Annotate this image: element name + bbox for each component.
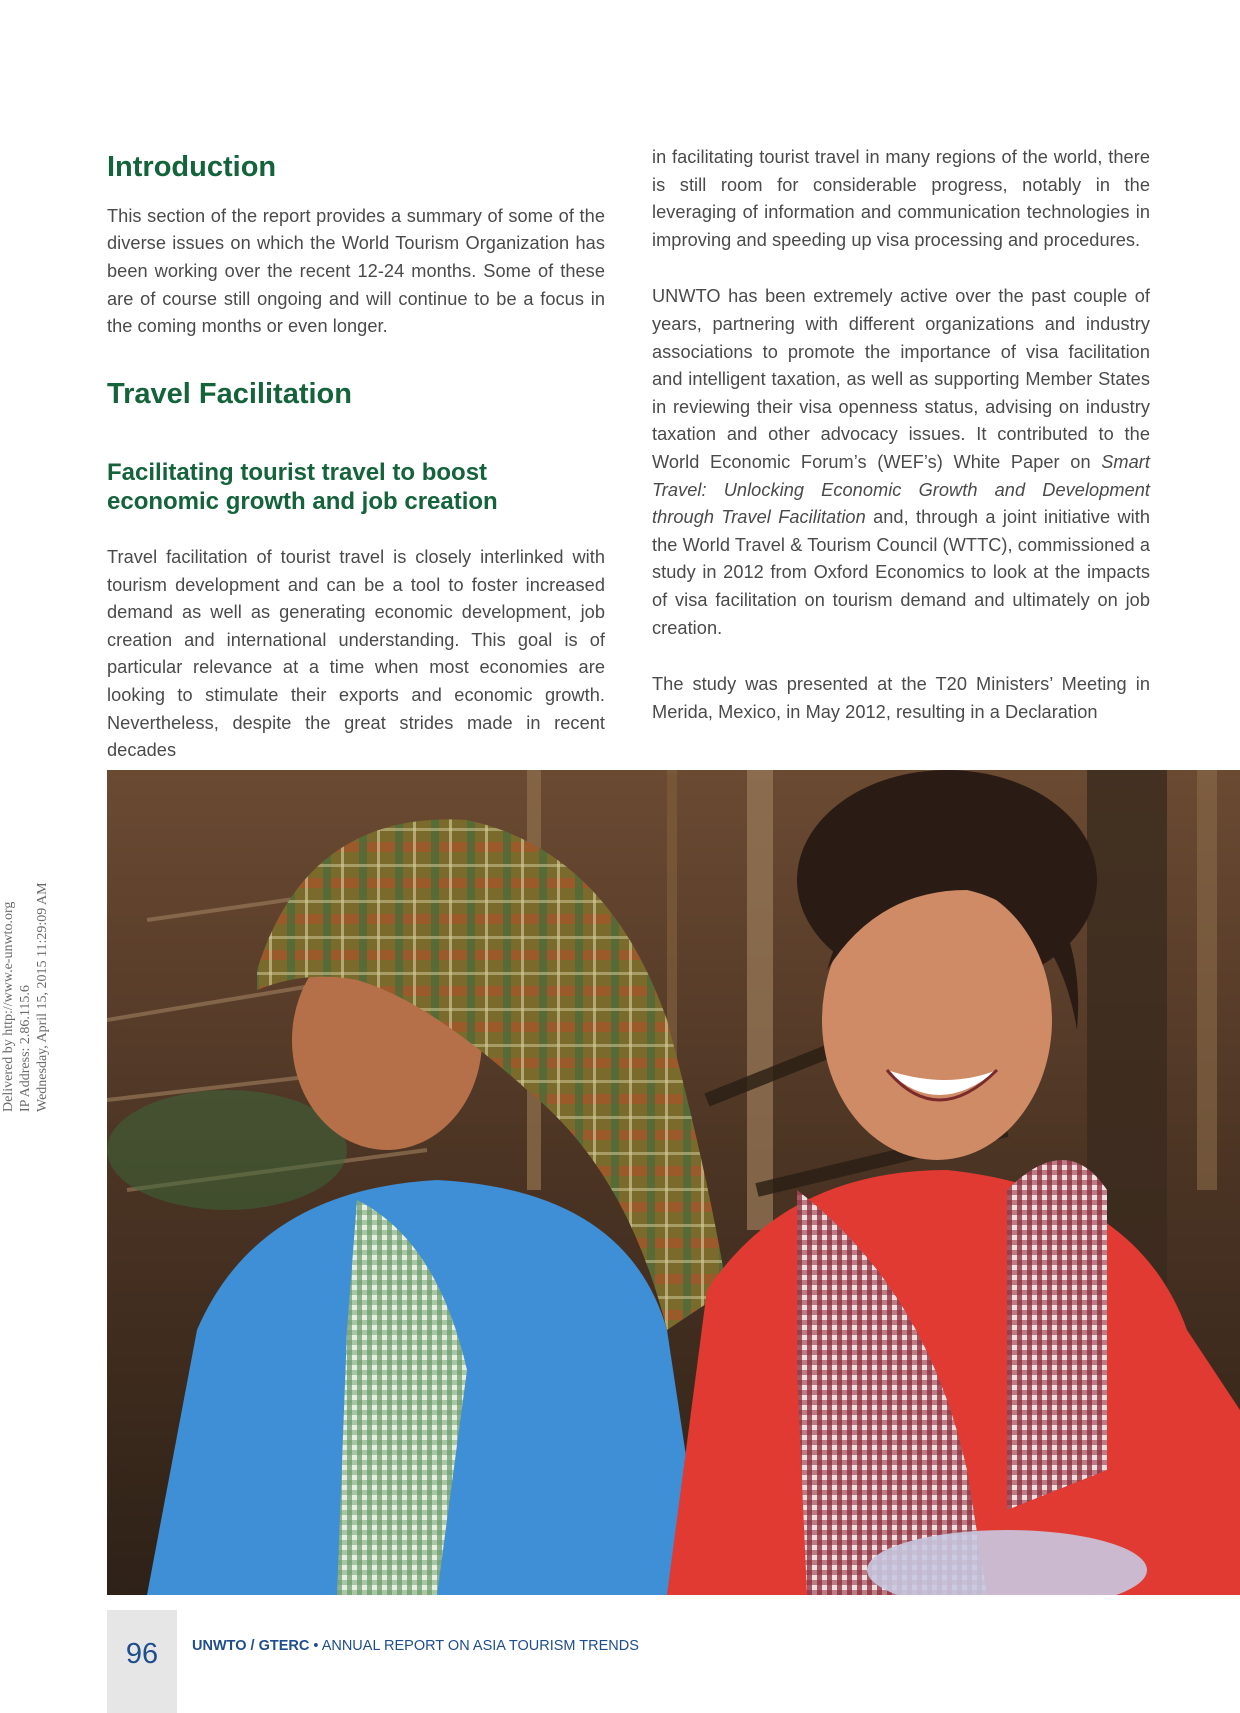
right-column: [652, 144, 1150, 726]
running-footer: [192, 1638, 639, 1654]
footer-bullet: •: [309, 1638, 322, 1654]
travel-facilitation-paragraph: Travel facilitation of tourist travel is closely interlinked with tourism development and can be a tool to foster increased demand as well as generating economic development, job creation and international understanding. This goal is of particular relevance at a time when most economies are looking to stimulate their exports and economic growth. Nevertheless, despite the great strides made in recent decades: [107, 547, 605, 761]
facilitating-subheading: Facilitating tourist travel to boost economic growth and job creation: [107, 458, 498, 515]
stamp-line-2: IP Address: 2.86.115.6: [18, 985, 33, 1112]
right-paragraph-2-end: and, through a joint initiative with the World Travel & Tourism Council (WTTC), commissioned a study in 2012 from Oxford Economics to look at the impacts of visa facilitation on tourism demand and ultimately on job creation.: [652, 507, 1150, 638]
stamp-line-3: Wednesday, April 15, 2015 11:29:09 AM: [35, 882, 50, 1112]
travel-facilitation-heading: Travel Facilitation: [107, 377, 352, 410]
delivery-stamp: [0, 822, 60, 1112]
right-paragraph-1: in facilitating tourist travel in many regions of the world, there is still room for considerable progress, notably in the leveraging of information and communication technologies in improving and speeding up visa processing and procedures.: [652, 147, 1150, 250]
stamp-line-1: Delivered by http://www.e-unwto.org: [1, 901, 16, 1112]
left-column: [107, 140, 605, 765]
photo-two-women-laughing: [107, 770, 1240, 1595]
photo-illustration: [107, 770, 1240, 1595]
right-paragraph-2: [652, 283, 1150, 642]
introduction-heading: Introduction: [107, 151, 277, 183]
introduction-paragraph: This section of the report provides a summary of some of the diverse issues on which the World Tourism Organization has been working over the recent 12-24 months. Some of these are of course still ongoing and will continue to be a focus in the coming months or even longer.: [107, 205, 605, 337]
footer-report-title: ANNUAL REPORT ON ASIA TOURISM TRENDS: [321, 1638, 639, 1654]
right-paragraph-3: The study was presented at the T20 Ministers’ Meeting in Merida, Mexico, in May 2012, resulting in a Declaration: [652, 674, 1150, 722]
page-number-tab: [107, 1610, 177, 1713]
page-number: 96: [125, 1638, 159, 1670]
footer-brand: UNWTO / GTERC: [192, 1638, 310, 1654]
right-paragraph-2-start: UNWTO has been extremely active over the past couple of years, partnering with different organizations and industry associations to promote the importance of visa facilitation and intelligent taxation, as well as supporting Member States in reviewing their visa openness status, advising on industry taxation and other advocacy issues. It contributed to the World Economic Forum’s (WEF’s) White Paper on: [652, 286, 1150, 472]
white-paper-title: Smart Travel: Unlocking Economic Growth and Development through Travel Facilitation: [652, 451, 1150, 528]
